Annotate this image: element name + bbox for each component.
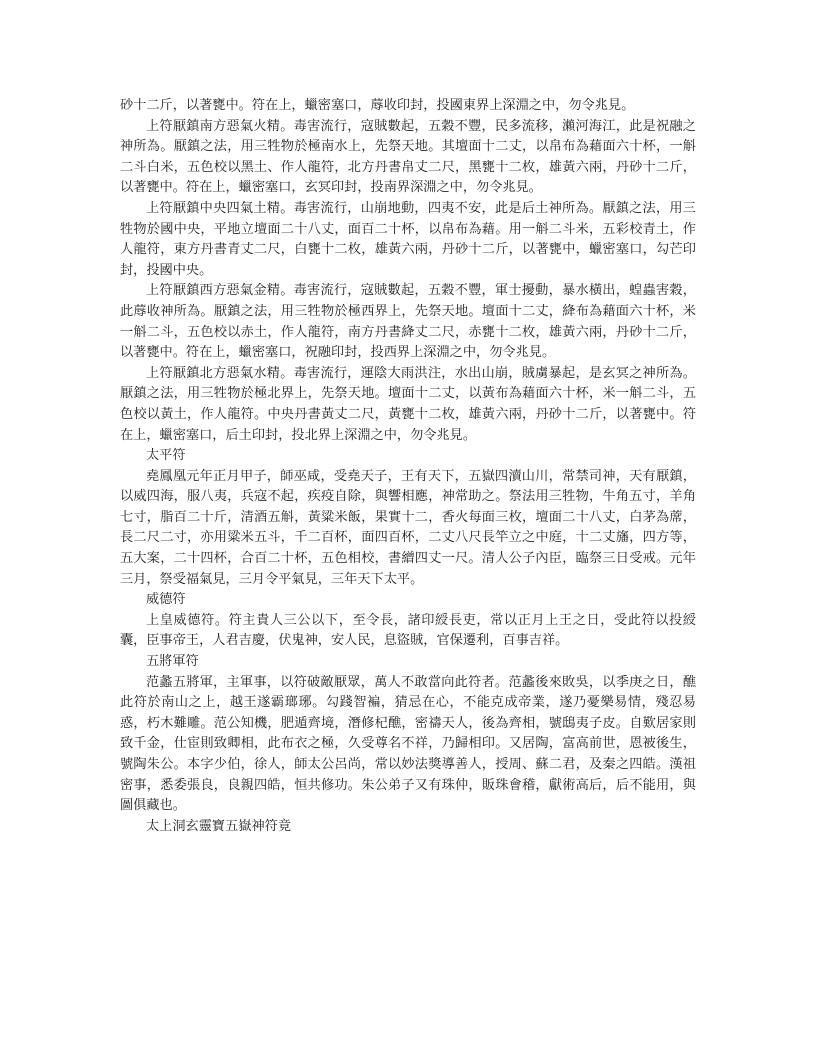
paragraph-taiping: 堯鳳凰元年正月甲子，師巫咸，受堯天子，王有天下，五嶽四瀆山川，常禁司神，天有厭鎮，以威四海，服八夷，兵寇不起，疾疫自除，與響相應，神常助之。祭法用三牲物，牛角五寸，羊角七寸，脂百二十斤，清酒五斛，黃粱米飯，果實十二，香火每面三枚，壇面二十八丈，白茅為蓆，長二尺二寸，亦用粱米五斗，千二百杯，面四百杯，二丈八尺長竿立之中庭，十二丈旛，四方等，五大案，二十四杯，合百二十杯，五色相校，書繒四丈一尺。清人公子內臣，臨祭三日受戒。元年三月，祭受福氣見，三月令平氣見，三年天下太平。 xyxy=(120,468,696,587)
section-heading-weide: 威德符 xyxy=(146,592,186,608)
paragraph-center-earth: 上符厭鎮中央四氣土精。毒害流行，山崩地動，四夷不安，此是后土神所為。厭鎮之法，用三牲物於國中央，平地立壇面二十八丈，面百二十杯，以帛布為藉。用一斛二斗米，五彩校青土，作人龍符，東方丹書青丈二尺，白甕十二枚，雄黃六兩，丹砂十二斤，以著甕中，蠟密塞口，勾芒印封，投國中央。 xyxy=(120,200,696,278)
section-heading-taiping: 太平符 xyxy=(146,448,186,464)
section-heading-five-generals: 五將軍符 xyxy=(146,654,199,670)
paragraph-weide: 上皇威德符。符主貴人三公以下，至令長，諸印綬長吏，常以正月上王之日，受此符以投綬囊，臣事帝王，人君吉慶，伏鬼神，安人民，息盜賊，官保遷利，百事吉祥。 xyxy=(120,612,696,649)
paragraph-east-continuation: 砂十二斤，以著甕中。符在上，蠟密塞口，蓐收印封，投國東界上深淵之中，勿令兆見。 xyxy=(120,98,635,113)
paragraph-west-metal: 上符厭鎮西方惡氣金精。毒害流行，寇賊數起，五穀不豐，軍士擾動，暴水橫出，蝗蟲害穀，此蓐收神所為。厭鎮之法，用三牲物於極西界上，先祭天地。壇面十二丈，絳布為藉面六十杯，米一斛二斗，五色校以赤土，作人龍符，南方丹書絳丈二尺，赤甕十二枚，雄黃六兩，丹砂十二斤，以著甕中。符在上，蠟密塞口，祝融印封，投西界上深淵之中，勿令兆見。 xyxy=(120,283,696,361)
paragraph-north-water: 上符厭鎮北方惡氣水精。毒害流行，運陰大雨洪注，水出山崩，賊虜暴起，是玄冥之神所為。厭鎮之法，用三牲物於極北界上，先祭天地。壇面十二丈，以黃布為藉面六十杯，米一斛二斗，五色校以黃土，作人龍符。中央丹書黃丈二尺，黃甕十二枚，雄黃六兩，丹砂十二斤，以著甕中。符在上，蠟密塞口，后土印封，投北界上深淵之中，勿令兆見。 xyxy=(120,365,696,443)
body-text xyxy=(120,96,696,837)
paragraph-south-fire: 上符厭鎮南方惡氣火精。毒害流行，寇賊數起，五穀不豐，民多流移，瀨河海江，此是祝融之神所為。厭鎮之法，用三牲物於極南水上，先祭天地。其壇面十二丈，以帛布為藉面六十杯，一斛二斗白米，五色校以黑土、作人龍符，北方丹書帛丈二尺，黑甕十二枚，雄黃六兩，丹砂十二斤，以著甕中。符在上，蠟密塞口，玄冥印封，投南界深淵之中，勿令兆見。 xyxy=(120,118,696,196)
closing-title: 太上洞玄靈寶五嶽神符竟 xyxy=(146,818,292,834)
paragraph-five-generals: 范蠡五將軍，主軍事，以符破敵厭眾，萬人不敢當向此符者。范蠡後來敗吳，以季庚之日，醮此符於南山之上，越王遂霸瑯琊。勾踐智褊，猜忌在心，不能克成帝業，遂乃憂樂易情，殘忍易惑，朽木難雕。范公知機，肥遁齊境，潛修杞醮，密禱天人，後為齊相，號鴟夷子皮。自歎居家則致千金，仕宦則致卿相，此布衣之極，久受尊名不祥，乃歸相印。又居陶，富高前世，恩被後生，號陶朱公。本字少伯，徐人，師太公呂尚，常以妙法獎導善人，授周、蘇二君，及秦之四皓。漢祖密事，悉委張良，良親四皓，恒共修功。朱公弟子又有珠仲，販珠會稽，獻術高后，后不能用，與圖俱藏也。 xyxy=(120,674,696,814)
